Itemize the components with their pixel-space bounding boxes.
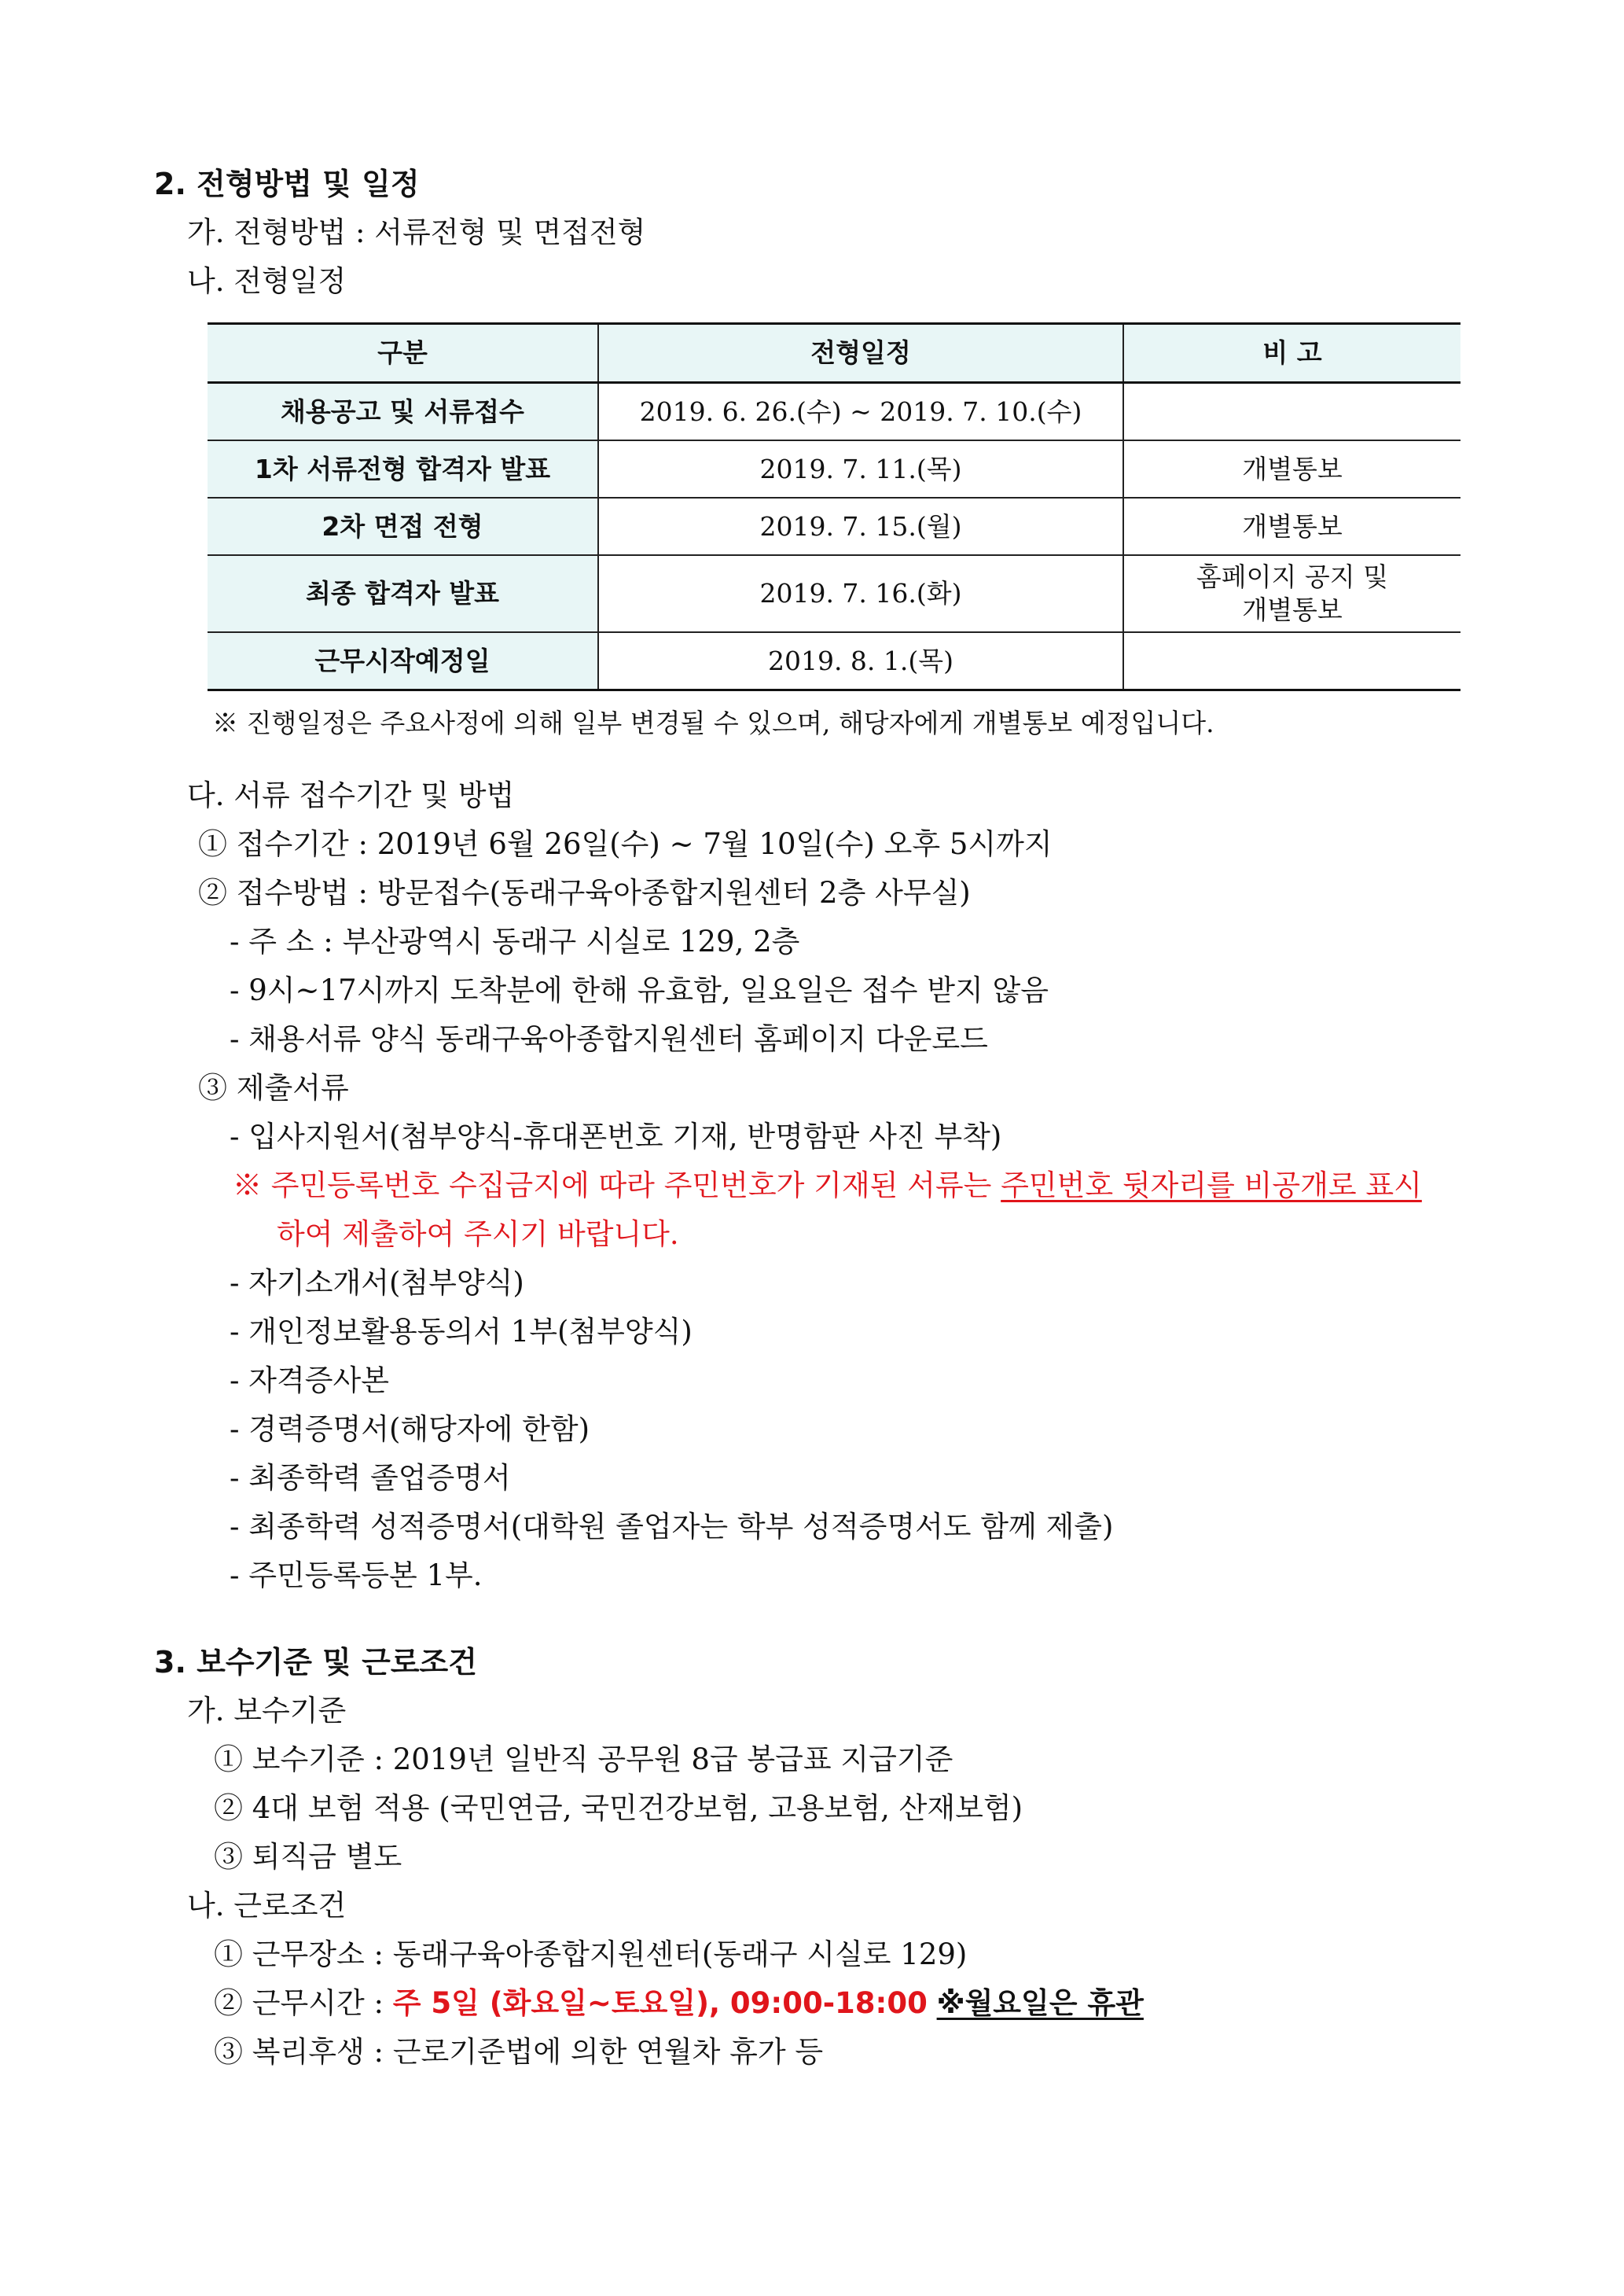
table-cell-category: 2차 면접 전형 [208, 498, 598, 555]
pay-item: ② 4대 보험 적용 (국민연금, 국민건강보험, 고용보험, 산재보험) [214, 1791, 1023, 1825]
table-cell-note [1123, 383, 1460, 441]
schedule-table [208, 322, 1460, 691]
work-hours-value: 주 5일 (화요일~토요일), 09:00-18:00 [392, 1986, 928, 2020]
table-cell-date: 2019. 6. 26.(수) ~ 2019. 7. 10.(수) [598, 383, 1123, 441]
table-note: ※ 진행일정은 주요사정에 의해 일부 변경될 수 있으며, 해당자에게 개별통보 예정입니다. [212, 708, 1214, 738]
table-cell-note: 개별통보 [1123, 498, 1460, 555]
submission-address: - 주 소 : 부산광역시 동래구 시실로 129, 2층 [230, 925, 800, 959]
required-doc-item: - 자기소개서(첨부양식) [230, 1266, 524, 1300]
table-header-schedule: 전형일정 [598, 324, 1123, 383]
table-cell-note: 개별통보 [1123, 440, 1460, 498]
table-row [208, 383, 1460, 441]
submission-period: ① 접수기간 : 2019년 6월 26일(수) ~ 7월 10일(수) 오후 5시까지 [198, 827, 1053, 861]
submission-forms: - 채용서류 양식 동래구육아종합지원센터 홈페이지 다운로드 [230, 1022, 988, 1056]
required-doc-item: - 개인정보활용동의서 1부(첨부양식) [230, 1315, 693, 1349]
table-row [208, 555, 1460, 632]
table-cell-note-line: 홈페이지 공지 및 [1196, 561, 1389, 592]
work-hours-label: ② 근무시간 : [214, 1986, 393, 2020]
privacy-warning-emphasis: 주민번호 뒷자리를 비공개로 표시 [1001, 1168, 1422, 1202]
table-cell-date: 2019. 7. 15.(월) [598, 498, 1123, 555]
table-cell-category: 채용공고 및 서류접수 [208, 383, 598, 441]
privacy-warning [233, 1167, 1422, 1205]
table-cell-date: 2019. 8. 1.(목) [598, 632, 1123, 690]
pay-item: ③ 퇴직금 별도 [214, 1840, 402, 1874]
table-row [208, 498, 1460, 555]
required-doc-item: - 경력증명서(해당자에 한함) [230, 1412, 590, 1446]
required-doc-item: - 자격증사본 [230, 1363, 389, 1397]
table-cell-category: 최종 합격자 발표 [208, 555, 598, 632]
closed-day-note: ※월요일은 휴관 [936, 1986, 1144, 2020]
table-cell-date: 2019. 7. 11.(목) [598, 440, 1123, 498]
work-item: ③ 복리후생 : 근로기준법에 의한 연월차 휴가 등 [214, 2035, 824, 2069]
privacy-warning-cont: 하여 제출하여 주시기 바랍니다. [277, 1217, 679, 1251]
table-row [208, 632, 1460, 690]
submission-heading: 다. 서류 접수기간 및 방법 [187, 778, 515, 812]
required-doc-item: - 최종학력 졸업증명서 [230, 1461, 511, 1495]
privacy-warning-text: ※ 주민등록번호 수집금지에 따라 주민번호가 기재된 서류는 [233, 1168, 1001, 1202]
table-header-row [208, 324, 1460, 383]
required-doc-item: - 입사지원서(첨부양식-휴대폰번호 기재, 반명함판 사진 부착) [230, 1120, 1002, 1154]
table-cell-note-line: 개별통보 [1242, 594, 1343, 625]
section3-title: 3. 보수기준 및 근로조건 [154, 1645, 477, 1680]
table-cell-category: 1차 서류전형 합격자 발표 [208, 440, 598, 498]
work-item: ① 근무장소 : 동래구육아종합지원센터(동래구 시실로 129) [214, 1937, 968, 1971]
table-header-note: 비 고 [1123, 324, 1460, 383]
pay-item: ① 보수기준 : 2019년 일반직 공무원 8급 봉급표 지급기준 [214, 1742, 953, 1776]
section2-schedule-heading: 나. 전형일정 [187, 264, 347, 298]
table-cell-note [1123, 555, 1460, 632]
section2-method: 가. 전형방법 : 서류전형 및 면접전형 [187, 215, 646, 249]
required-doc-item: - 주민등록등본 1부. [230, 1558, 483, 1592]
work-conditions-heading: 나. 근로조건 [187, 1889, 347, 1923]
work-hours [214, 1985, 1144, 2022]
pay-heading: 가. 보수기준 [187, 1694, 347, 1728]
table-cell-category: 근무시작예정일 [208, 632, 598, 690]
submission-hours: - 9시~17시까지 도착분에 한해 유효함, 일요일은 접수 받지 않음 [230, 973, 1049, 1007]
required-docs-heading: ③ 제출서류 [198, 1071, 349, 1105]
table-cell-date: 2019. 7. 16.(화) [598, 555, 1123, 632]
section2-title: 2. 전형방법 및 일정 [154, 167, 420, 201]
submission-method: ② 접수방법 : 방문접수(동래구육아종합지원센터 2층 사무실) [198, 876, 971, 910]
table-cell-note [1123, 632, 1460, 690]
required-doc-item: - 최종학력 성적증명서(대학원 졸업자는 학부 성적증명서도 함께 제출) [230, 1510, 1114, 1544]
table-header-category: 구분 [208, 324, 598, 383]
table-row [208, 440, 1460, 498]
